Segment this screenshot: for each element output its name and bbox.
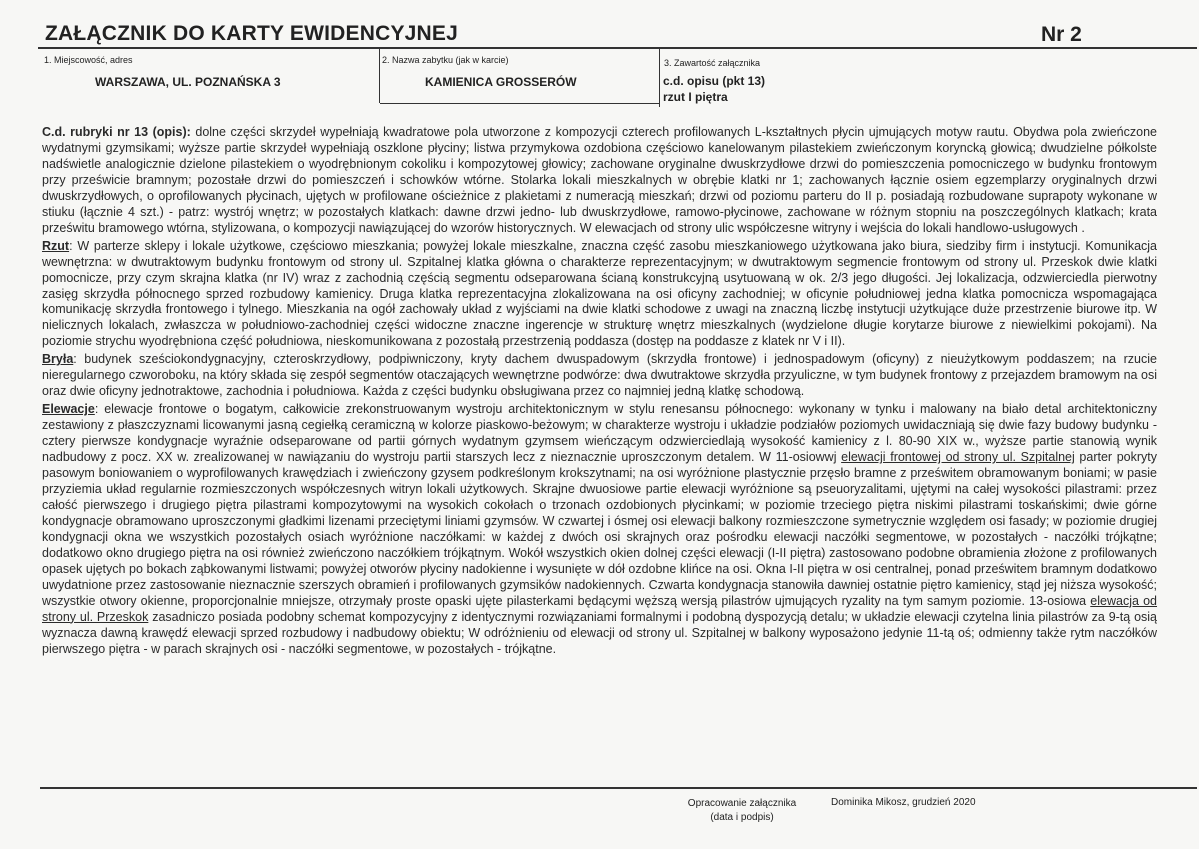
section-bryla-lead: Bryła bbox=[42, 352, 74, 367]
monument-name-value: KAMIENICA GROSSERÓW bbox=[425, 75, 577, 89]
monument-name-label: 2. Nazwa zabytku (jak w karcie) bbox=[382, 55, 509, 65]
section-rzut bbox=[42, 239, 1157, 351]
section-elewacje-text-3: zasadniczo posiada podobny schemat kompozycyjny z identycznymi rozwiązaniami formalnymi i podobną dyspozycją detalu; w układzie elewacji czytelna linia pilastrów za 9-tą osią wyznacza dawną krawędź elewacji sprzed rozbudowy i nadbudowy obiektu; W odróżnieniu od elewacji od strony ul. Szpitalnej w balkony wyposażono jedynie 11-tą oś; odmienny także rytm naczółków pierwszego piętra - w parach skrajnych osi - naczółki segmentowe, w pozostałych - trójkątne. bbox=[42, 609, 1158, 656]
footer-rule bbox=[40, 787, 1197, 789]
header-vline-2 bbox=[659, 49, 660, 107]
prepared-line-2: (data i podpis) bbox=[710, 812, 774, 823]
prepared-by-caption bbox=[672, 797, 812, 825]
header-bottom-rule bbox=[380, 103, 660, 104]
document-number: Nr 2 bbox=[1041, 23, 1082, 46]
section-elewacje-text-2: parter pokryty pasowym boniowaniem o wyprofilowanych krawędziach i zwieńczony gzysem podkreślonym krokszytnami; na osi wyróżnione plastycznie przęsło bramne z prześwitem obramowanym boniami; w pasie przyziemia układ regularnie rozmieszczonych współczesnych witryn lokali użytkowych. Skrajne dwuosiowe partie elewacji wyróżnione są pseuoryzalitami, ujętymi na całej wysokości pilastrami: przez całość pierwszego i drugiego piętra pilastrami kompozytowymi na wysokich cokołach o trzonach ozdobionych płycinkami; w poziomie trzeciego piętra niskimi pilastrami toskańskimi; dwie górne kondygnacje obramowano uproszczonymi gładkimi lizenami przeciętymi liniami gzymsów. W czwartej i ósmej osi elewacji balkony rozmieszczone symetrycznie względem osi fasady; w poziomie drugiej kondygnacji okna we wszystkich pozostałych osiach wyróżnione naczółkami: w każdej z dwóch osi skrajnych oraz pośrodku elewacji naczółki segmentowe, w pozostałych - naczółki trójkątne; dodatkowo okno drugiego piętra na osi również zwieńczono naczółkiem trójkątnym. Wokół wszystkich okien dolnej części elewacji (I-II piętra) zastosowano podobne obramienia złożone z profilowanych opasek ujętych po bokach ząbkowanymi listwami; powyżej otworów płyciny nadokienne i wysunięte w dół ozdobne klińce na osi. Okna I-II piętra w osi centralnej, ponad prześwitem bramnym dodatkowo uwydatnione przez zastosowanie nieznacznie szerszych obramień i profilowanych gzymsików nadokiennych. Czwarta kondygnacja stanowiła dawniej ostatnie piętro kamienicy, stąd jej niższa wysokość; wszystkie otwory okienne, proporcjonalnie mniejsze, otrzymały proste opaski ujęte pilasterkami będącymi węższą wersją pilastrów ujmujących ryzality na tym samym poziomie. 13-osiowa bbox=[42, 450, 1157, 608]
section-opis bbox=[42, 125, 1157, 237]
contents-value-line2: rzut I piętra bbox=[663, 90, 728, 104]
contents-label: 3. Zawartość załącznika bbox=[664, 58, 761, 68]
section-opis-lead: C.d. rubryki nr 13 (opis): bbox=[42, 125, 191, 139]
elewacja-przeskok-underlined: elewacja od strony ul. Przeskok bbox=[42, 593, 1158, 624]
section-rzut-lead: Rzut bbox=[42, 238, 70, 253]
title-rule bbox=[38, 47, 1197, 49]
author-signature: Dominika Mikosz, grudzień 2020 bbox=[831, 797, 976, 808]
section-elewacje bbox=[42, 402, 1157, 657]
section-elewacje-lead: Elewacje bbox=[42, 402, 95, 417]
description-body bbox=[42, 125, 1157, 659]
section-bryla-text: : budynek sześciokondygnacyjny, czteroskrzydłowy, podpiwniczony, kryty dachem dwuspadowym (skrzydła frontowe) i jednospadowym (oficyny) z nieużytkowym poddaszem; na rzucie nieregularnego czworoboku, na który składa się zespół segmentów otaczających wewnętrzne podwórze: dwa dwutraktowe skrzydła przyuliczne, w tym budynek frontowy z przejazdem bramowym na osi oraz dwie oficyny jednotraktowe, zachodnia i południowa. Każda z części budynku obsługiwana przez co najmniej jedną klatkę schodową. bbox=[42, 352, 1157, 399]
document-title: ZAŁĄCZNIK DO KARTY EWIDENCYJNEJ bbox=[45, 22, 459, 45]
section-opis-text: dolne części skrzydeł wypełniają kwadratowe pola utworzone z kompozycji czterech profilowanych L-kształtnych płycin ujmujących motyw rautu. Obydwa pola zwieńczone wydatnymi gzymsikami; wyższe partie skrzydeł wypełniają oszklone płyciny; listwa przymykowa ozdobiona częściowo kanelowanym pilastekiem zwieńczonym koryncką głowicą; dwudzielne półkolste nadświetle analogicznie dzielone pilastekiem o wyodrębnionym cokoliku i kompozytowej głowicy; zachowane oryginalne dwuskrzydłowe drzwi do pomieszczenia pomocniczego w budynku frontowym przy prześwicie bramnym; pozostałe drzwi do pomieszczeń i schowków wtórne. Stolarka lokali mieszkalnych w obrębie klatki nr 1; zachowanych łącznie osiem egzemplarzy oryginalnych drzwi dwuskrzydłowych, o oprofilowanych płycinach, ujętych w profilowane ościeżnice z plakietami z numeracją mieszkań; drzwi od poziomu parteru do II p. posiadają rozbudowane suprapoty wykonane w stiuku (łącznie 4 szt.) - patrz: wystrój wnętrz; w pozostałych klatkach: dawne drzwi jedno- lub dwuskrzydłowe, ramowo-płycinowe, zachowane w różnym stopniu na poszczególnych klatkach; krata prześwitu bramowego wtórna, stylizowana, o kompozycji nawiązującej do wzorów historycznych. W elewacjach od strony ulic współczesne witryny i wejścia do lokali handlowo-usługowych . bbox=[42, 125, 1157, 235]
contents-value-line1: c.d. opisu (pkt 13) bbox=[663, 74, 766, 88]
section-rzut-text: : W parterze sklepy i lokale użytkowe, częściowo mieszkania; powyżej lokale mieszkalne, znaczna część zasobu mieszkaniowego użytkowana jako biura, siedziby firm i instytucji. Komunikacja wewnętrzna: w dwutraktowym budynku frontowym od strony ul. Szpitalnej klatka główna o charakterze reprezentacyjnym; w dwutraktowym segmencie frontowym od strony ul. Przeskok dwie klatki pomocnicze, przy czym skrajna klatka (nr IV) wraz z zachodnią częścią segmentu odseparowana ścianą konstrukcyjną usytuowaną w ok. 2/3 jego długości. Jej lokalizacja, odzwierciedla pierwotny zasięg skrzydła północnego sprzed rozbudowy kamienicy. Druga klatka reprezentacyjna zlokalizowana na osi oficyny zachodniej; w oficynie południowej jedna klatka pomocnicza wspomagająca komunikację skrzydła frontowego i tylnego. Mieszkania na ogół zachowały układ z wyjściami na dwie klatki schodowe z uwagi na znaczną liczbę instytucji użytkujące duże przestrzenie biurowe itp. W nielicznych lokalach, zwłaszcza w południowo-zachodniej części widoczne znaczne ingerencje w strukturę wnętrz mieszkalnych (wydzielone długie korytarze biurowe z niewielkimi pokojami). Na poziomie strychu wyodrębniona część południowa, nieskomunikowana z pozostałą przestrzenią poddasza (dostęp na poddasze z klatek nr V i II). bbox=[42, 238, 1157, 349]
section-elewacje-text-1: : elewacje frontowe o bogatym, całkowicie zrekonstruowanym wystroju architektonicznym w stylu renesansu północnego: wykonany w tynku i malowany na biało detal architektoniczny zestawiony z płaszczyznami licowanymi jasną cegiełką ceramiczną w kolorze piaskowo-beżowym; w charakterze wystroju i układzie podziałów poziomych uwidaczniają się dwie fazy budowy budynku - cztery pierwsze kondygnacje wyraźnie odseparowane od partii górnych wydatnym gzymsem wieńczącym odzwierciedlają wysokość kamienicy z l. 80-90 XIX w., wyższe partie stanowią wynik nadbudowy z pocz. XX w. zrealizowanej w nawiązaniu do wystroju partii starszych lecz z nieznacznie uproszczonym detalem. W 11-osiowwj bbox=[42, 402, 1157, 465]
location-label: 1. Miejscowość, adres bbox=[44, 55, 133, 65]
prepared-line-1: Opracowanie załącznika bbox=[687, 798, 797, 809]
elewacja-szpitalna-underlined: elewacji frontowej od strony ul. Szpitalnej bbox=[841, 450, 1075, 465]
location-value: WARSZAWA, UL. POZNAŃSKA 3 bbox=[95, 75, 281, 89]
header-vline-1 bbox=[379, 49, 380, 103]
section-bryla bbox=[42, 352, 1157, 400]
